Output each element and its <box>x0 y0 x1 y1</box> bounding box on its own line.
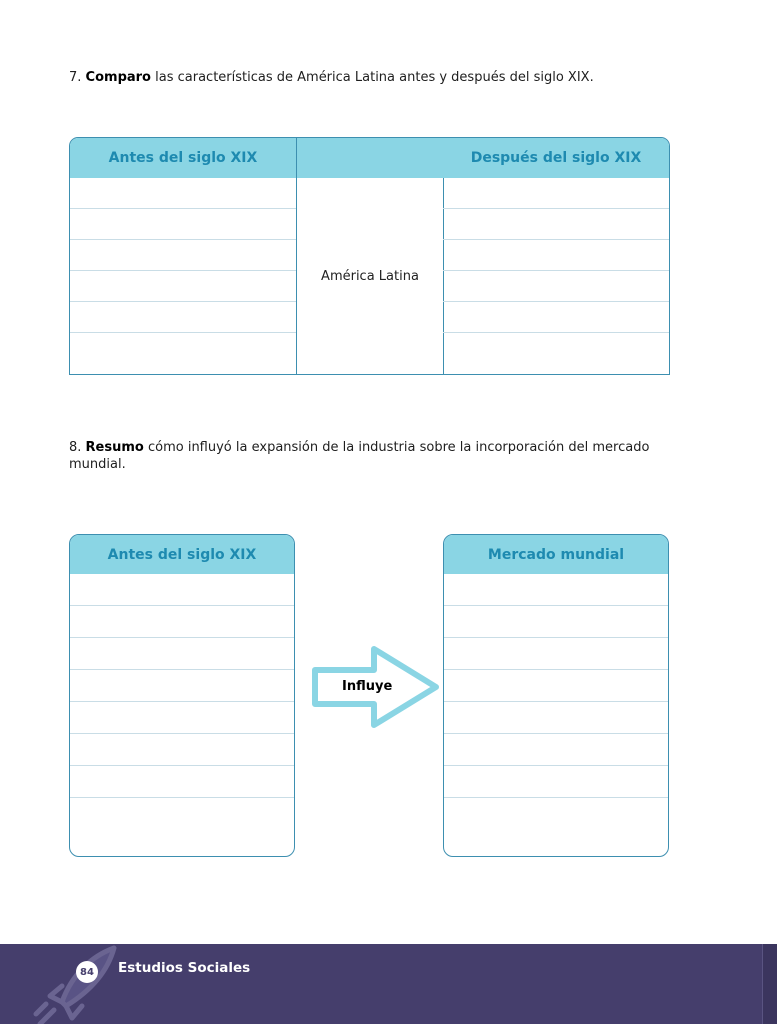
subject-title: Estudios Sociales <box>118 960 251 976</box>
question-7-text: las características de América Latina antes y después del siglo XIX. <box>155 70 594 85</box>
before-box-header: Antes del siglo XIX <box>70 535 294 574</box>
center-header <box>297 138 443 178</box>
answer-line[interactable] <box>443 209 669 240</box>
rocket-icon <box>32 944 122 1024</box>
arrow-label: Influye <box>342 679 393 694</box>
question-8 <box>69 439 669 473</box>
answer-line[interactable] <box>444 670 668 702</box>
world-market-box <box>443 534 669 857</box>
answer-line[interactable] <box>443 302 669 333</box>
after-column <box>443 138 669 374</box>
answer-line[interactable] <box>444 638 668 670</box>
page-number-badge: 84 <box>76 961 98 983</box>
center-column <box>296 138 444 374</box>
question-7 <box>69 69 709 86</box>
question-7-number: 7. <box>69 70 82 85</box>
after-header: Después del siglo XIX <box>443 138 669 178</box>
page-footer <box>0 944 777 1024</box>
question-7-verb: Comparo <box>85 70 151 85</box>
before-column <box>70 138 296 374</box>
answer-line[interactable] <box>70 766 294 798</box>
answer-line[interactable] <box>443 178 669 209</box>
answer-line[interactable] <box>70 333 296 364</box>
comparison-table <box>69 137 670 375</box>
question-8-number: 8. <box>69 440 82 455</box>
answer-line[interactable] <box>70 606 294 638</box>
answer-line[interactable] <box>70 209 296 240</box>
center-label: América Latina <box>321 268 419 284</box>
before-box <box>69 534 295 857</box>
answer-line[interactable] <box>70 302 296 333</box>
answer-line[interactable] <box>444 702 668 734</box>
answer-line[interactable] <box>70 670 294 702</box>
answer-line[interactable] <box>70 638 294 670</box>
answer-line[interactable] <box>444 766 668 798</box>
answer-line[interactable] <box>70 271 296 302</box>
answer-line[interactable] <box>444 734 668 766</box>
before-header: Antes del siglo XIX <box>70 138 296 178</box>
answer-line[interactable] <box>70 574 294 606</box>
answer-line[interactable] <box>444 574 668 606</box>
answer-line[interactable] <box>443 240 669 271</box>
answer-line[interactable] <box>444 798 668 830</box>
answer-line[interactable] <box>70 734 294 766</box>
answer-line[interactable] <box>70 702 294 734</box>
answer-line[interactable] <box>443 271 669 302</box>
question-8-text: cómo influyó la expansión de la industria sobre la incorporación del mercado mundial. <box>69 440 650 472</box>
answer-line[interactable] <box>70 178 296 209</box>
answer-line[interactable] <box>444 606 668 638</box>
page-edge <box>762 944 777 1024</box>
answer-line[interactable] <box>70 798 294 830</box>
question-8-verb: Resumo <box>85 440 144 455</box>
world-market-header: Mercado mundial <box>444 535 668 574</box>
answer-line[interactable] <box>443 333 669 364</box>
answer-line[interactable] <box>70 240 296 271</box>
